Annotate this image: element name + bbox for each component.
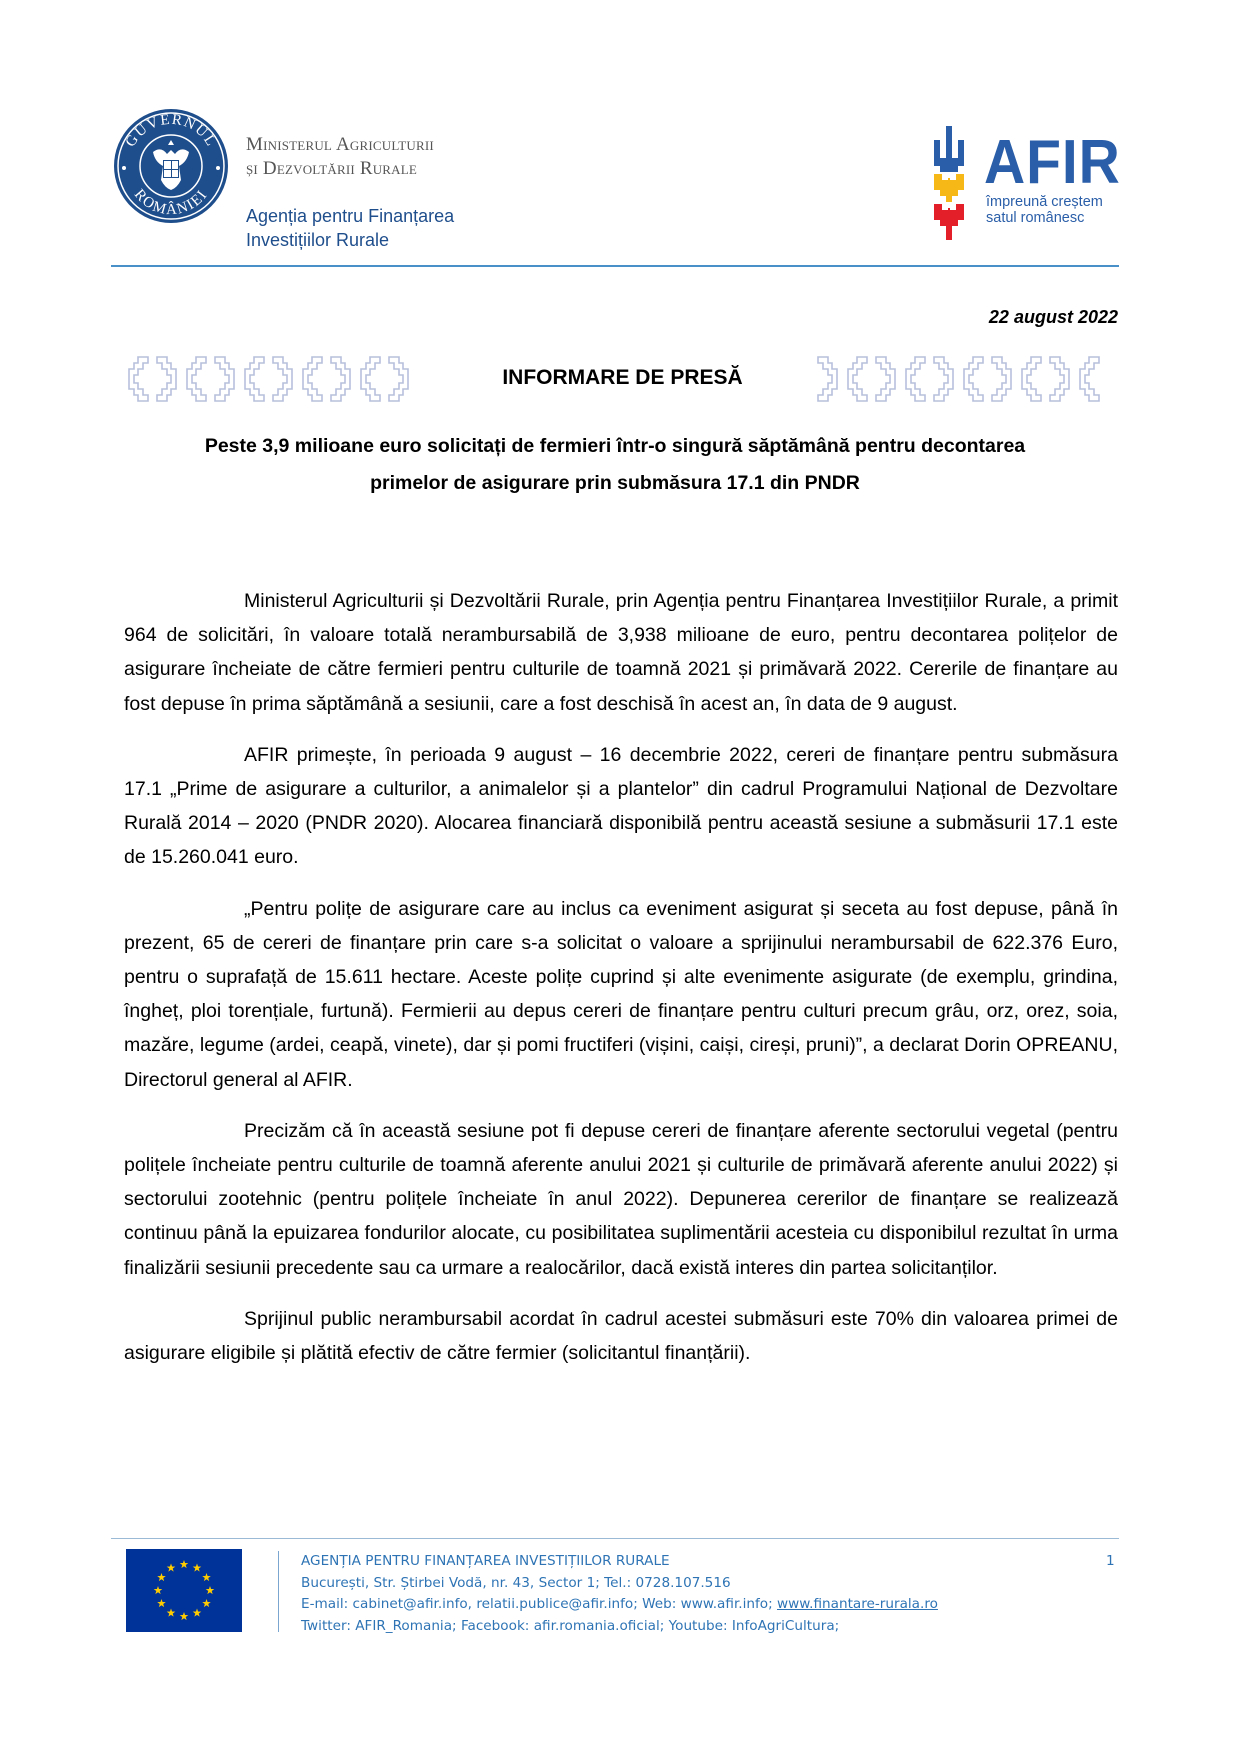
pattern-motif bbox=[1080, 357, 1099, 401]
pattern-motif bbox=[129, 357, 148, 401]
headline-line1: Peste 3,9 milioane euro solicitați de fermieri într-o singură săptămână pentru decontarea bbox=[204, 435, 1026, 457]
pattern-motif bbox=[906, 357, 925, 401]
footer-contact-info bbox=[301, 1551, 938, 1637]
press-release-date: 22 august 2022 bbox=[988, 307, 1118, 327]
header-divider bbox=[111, 265, 1119, 267]
footer-social: Twitter: AFIR_Romania; Facebook: afir.romania.oficial; Youtube: InfoAgriCultura; bbox=[301, 1617, 840, 1634]
government-seal-logo bbox=[113, 108, 229, 224]
pattern-motif bbox=[361, 357, 380, 401]
pattern-motif bbox=[303, 357, 322, 401]
footer-divider-line bbox=[111, 1538, 1119, 1539]
page-number: 1 bbox=[1106, 1553, 1115, 1569]
pattern-motif bbox=[215, 357, 234, 401]
paragraph: Precizăm că în această sesiune pot fi depuse cereri de finanțare aferente sectorului vegetal (pentru polițele încheiate pentru culturile de toamnă aferente anului 2021 și culturile de primăvară aferente anului 2022) și sectorului zootehnic (pentru polițele încheiate în anul 2022). Depunerea cererilor de finanțare se realizează continuu până la epuizarea fondurilor alocate, cu posibilitatea suplimentării acesteia cu disponibilul rezultat în urma finalizării sesiunii precedente sau ca urmare a realocărilor, dacă există interes din partea solicitanților. bbox=[124, 1119, 1118, 1279]
paragraph: Ministerul Agriculturii și Dezvoltării Rurale, prin Agenția pentru Finanțarea Investițiilor Rurale, a primit 964 de solicitări, în valoare totală nerambursabilă de 3,938 milioane de euro, pentru decontarea polițelor de asigurare încheiate de către fermieri pentru culturile de toamnă 2021 și primăvară 2022. Cererile de finanțare au fost depuse în prima săptămână a sesiunii, care a fost deschisă în acest an, în data de 9 august. bbox=[124, 590, 1118, 715]
pattern-motif bbox=[934, 357, 953, 401]
pattern-motif bbox=[273, 357, 292, 401]
pattern-motif bbox=[1050, 357, 1069, 401]
pattern-motif bbox=[992, 357, 1011, 401]
afir-logo-text: AFIR bbox=[984, 128, 1121, 197]
headline bbox=[111, 428, 1119, 502]
paragraph: Sprijinul public nerambursabil acordat în cadrul acestei submăsuri este 70% din valoarea primei de asigurare eligibile și plătită efectiv de către fermier (solicitantul finanțării). bbox=[124, 1307, 1118, 1365]
pattern-motif bbox=[964, 357, 983, 401]
agency-name bbox=[246, 204, 454, 252]
afir-tagline-line2: satul românesc bbox=[986, 210, 1085, 226]
headline-line2: primelor de asigurare prin submăsura 17.1 din PNDR bbox=[370, 472, 860, 494]
eu-flag-icon bbox=[126, 1549, 242, 1632]
footer-org-name: AGENȚIA PENTRU FINANȚAREA INVESTIȚIILOR RURALE bbox=[301, 1553, 670, 1569]
footer-vertical-divider bbox=[278, 1551, 279, 1632]
pattern-motif bbox=[848, 357, 867, 401]
ministry-name-line2: și Dezvoltării Rurale bbox=[246, 158, 418, 179]
footer-email-text: E-mail: cabinet@afir.info, relatii.publice@afir.info; Web: www.afir.info; bbox=[301, 1596, 778, 1612]
afir-tagline-line1: împreună creștem bbox=[986, 194, 1103, 210]
document-kind-title: INFORMARE DE PRESĂ bbox=[502, 366, 743, 389]
seal-top-text: GUVERNUL bbox=[122, 111, 220, 150]
seal-bottom-text: ROMÂNIEI bbox=[130, 186, 212, 219]
agency-name-line2: Investițiilor Rurale bbox=[246, 230, 390, 250]
pattern-motif bbox=[389, 357, 408, 401]
agency-name-line1: Agenția pentru Finanțarea bbox=[246, 206, 455, 226]
paragraph: AFIR primește, în perioada 9 august – 16 decembrie 2022, cereri de finanțare pentru submăsura 17.1 „Prime de asigurare a culturilor, a animalelor și a plantelor” din cadrul Programului Național de Dezvoltare Rurală 2014 – 2020 (PNDR 2020). Alocarea financiară disponibilă pentru această sesiune a submăsurii 17.1 este de 15.260.041 euro. bbox=[124, 743, 1118, 869]
paragraph: „Pentru polițe de asigurare care au inclus ca eveniment asigurat și seceta au fost depuse, până în prezent, 65 de cereri de finanțare prin care s-a solicitat o valoare a sprijinului nerambursabil de 622.376 Euro, pentru o suprafață de 15.611 hectare. Aceste polițe cuprind și alte evenimente asigurate (de exemplu, grindina, îngheț, ploi torențiale, furtună). Fermierii au depus cereri de finanțare pentru culturi precum grâu, orz, orez, soia, mazăre, legume (ardei, ceapă, vinete), dar și pomi fructiferi (vișini, caiși, cireși, pruni)”, a declarat Dorin OPREANU, Directorul general al AFIR. bbox=[124, 897, 1118, 1091]
footer-email-web bbox=[301, 1594, 938, 1616]
footer-web-link[interactable]: www.finantare-rurala.ro bbox=[777, 1596, 938, 1612]
pattern-motif bbox=[818, 357, 837, 401]
pattern-motif bbox=[157, 357, 176, 401]
afir-emblem-icon bbox=[934, 126, 964, 242]
footer-address: București, Str. Știrbei Vodă, nr. 43, Sector 1; Tel.: 0728.107.516 bbox=[301, 1574, 731, 1591]
pattern-motif bbox=[187, 357, 206, 401]
article-body bbox=[124, 584, 1118, 1387]
ministry-name-line1: Ministerul Agriculturii bbox=[246, 134, 434, 155]
ministry-name bbox=[246, 133, 434, 181]
pattern-motif bbox=[1022, 357, 1041, 401]
folk-pattern-right-ornament bbox=[812, 355, 1120, 403]
folk-pattern-left-ornament bbox=[124, 355, 429, 403]
pattern-motif bbox=[331, 357, 350, 401]
afir-tagline bbox=[986, 194, 1103, 226]
pattern-motif bbox=[245, 357, 264, 401]
pattern-motif bbox=[876, 357, 895, 401]
